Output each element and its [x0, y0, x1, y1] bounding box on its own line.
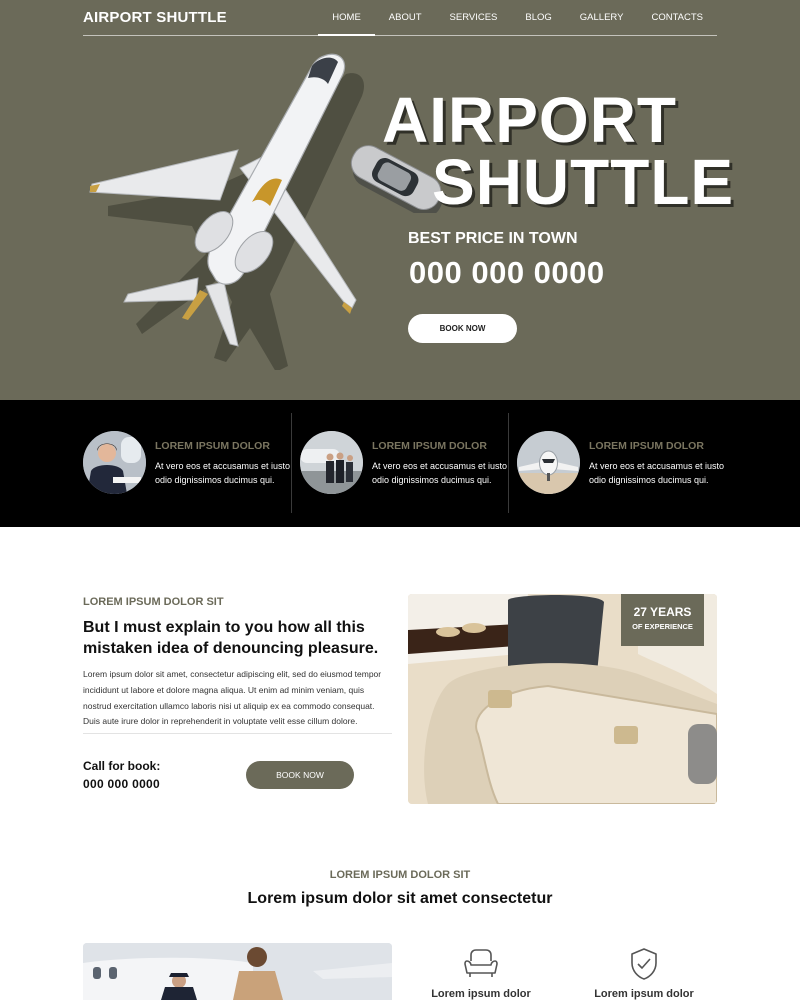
- service-label: Lorem ipsum dolor: [594, 988, 694, 1000]
- nav-item-services[interactable]: SERVICES: [449, 12, 498, 23]
- about-divider: [83, 733, 392, 734]
- feature-item: [300, 431, 510, 496]
- services-kicker: LOREM IPSUM DOLOR SIT: [329, 869, 471, 881]
- feature-strip: [0, 400, 800, 527]
- experience-badge: [621, 594, 704, 646]
- boarding-passengers-photo: [83, 943, 392, 1000]
- hero-section: [0, 0, 800, 400]
- hero-title-line2: SHUTTLE: [432, 146, 735, 218]
- feature-text: At vero eos et accusamus et iusto odio dignissimos ducimus qui.: [589, 461, 725, 485]
- hero-subtitle: BEST PRICE IN TOWN: [408, 230, 578, 247]
- call-phone: 000 000 0000: [83, 777, 161, 791]
- private-jet-front-photo: [517, 431, 580, 494]
- feature-title: LOREM IPSUM DOLOR: [155, 440, 270, 452]
- divider: [508, 413, 509, 513]
- call-label: Call for book:: [83, 759, 161, 773]
- airplane-illustration: [80, 40, 380, 370]
- feature-title: LOREM IPSUM DOLOR: [372, 440, 487, 452]
- armchair-icon: [463, 947, 499, 981]
- about-text: Lorem ipsum dolor sit amet, consectetur adipiscing elit, sed do eiusmod tempor incididunt ut labore et dolore magna aliqua. Ut enim ad minim veniam, quis nostrud exercitation ullamco laboris nisi ut aliquip ex ea commodo consequat. Duis aute irure dolor in reprehenderit in voluptate velit esse cillum dolore.: [83, 669, 382, 727]
- about-title: But I must explain to you how all this mistaken idea of denouncing pleasure.: [83, 619, 379, 657]
- hero-phone: 000 000 0000: [409, 255, 605, 290]
- services-title: Lorem ipsum dolor sit amet consectetur: [247, 890, 553, 907]
- top-nav: [83, 0, 717, 36]
- feature-item: [83, 431, 293, 496]
- nav-item-contacts[interactable]: CONTACTS: [651, 12, 703, 23]
- site-brand[interactable]: AIRPORT SHUTTLE: [83, 9, 227, 26]
- hero-title-line1: AIRPORT: [382, 84, 677, 156]
- service-label: Lorem ipsum dolor: [431, 988, 531, 1000]
- passengers-walking-photo: [300, 431, 363, 494]
- flight-attendant-photo: [83, 431, 146, 494]
- about-book-now-button[interactable]: BOOK NOW: [246, 761, 354, 789]
- feature-text: At vero eos et accusamus et iusto odio dignissimos ducimus qui.: [155, 461, 291, 485]
- hero-book-now-button[interactable]: BOOK NOW: [408, 314, 517, 343]
- experience-label: OF EXPERIENCE: [632, 622, 693, 631]
- nav-item-about[interactable]: ABOUT: [388, 12, 422, 23]
- feature-title: LOREM IPSUM DOLOR: [589, 440, 704, 452]
- nav-menu: [318, 0, 717, 36]
- feature-text: At vero eos et accusamus et iusto odio dignissimos ducimus qui.: [372, 461, 508, 485]
- nav-item-blog[interactable]: BLOG: [525, 12, 552, 23]
- nav-item-home[interactable]: HOME: [318, 0, 375, 36]
- experience-years: 27 YEARS: [633, 605, 692, 619]
- shield-check-icon: [626, 947, 662, 981]
- nav-item-gallery[interactable]: GALLERY: [579, 12, 624, 23]
- feature-item: [517, 431, 727, 496]
- about-kicker: LOREM IPSUM DOLOR SIT: [83, 596, 224, 608]
- divider: [291, 413, 292, 513]
